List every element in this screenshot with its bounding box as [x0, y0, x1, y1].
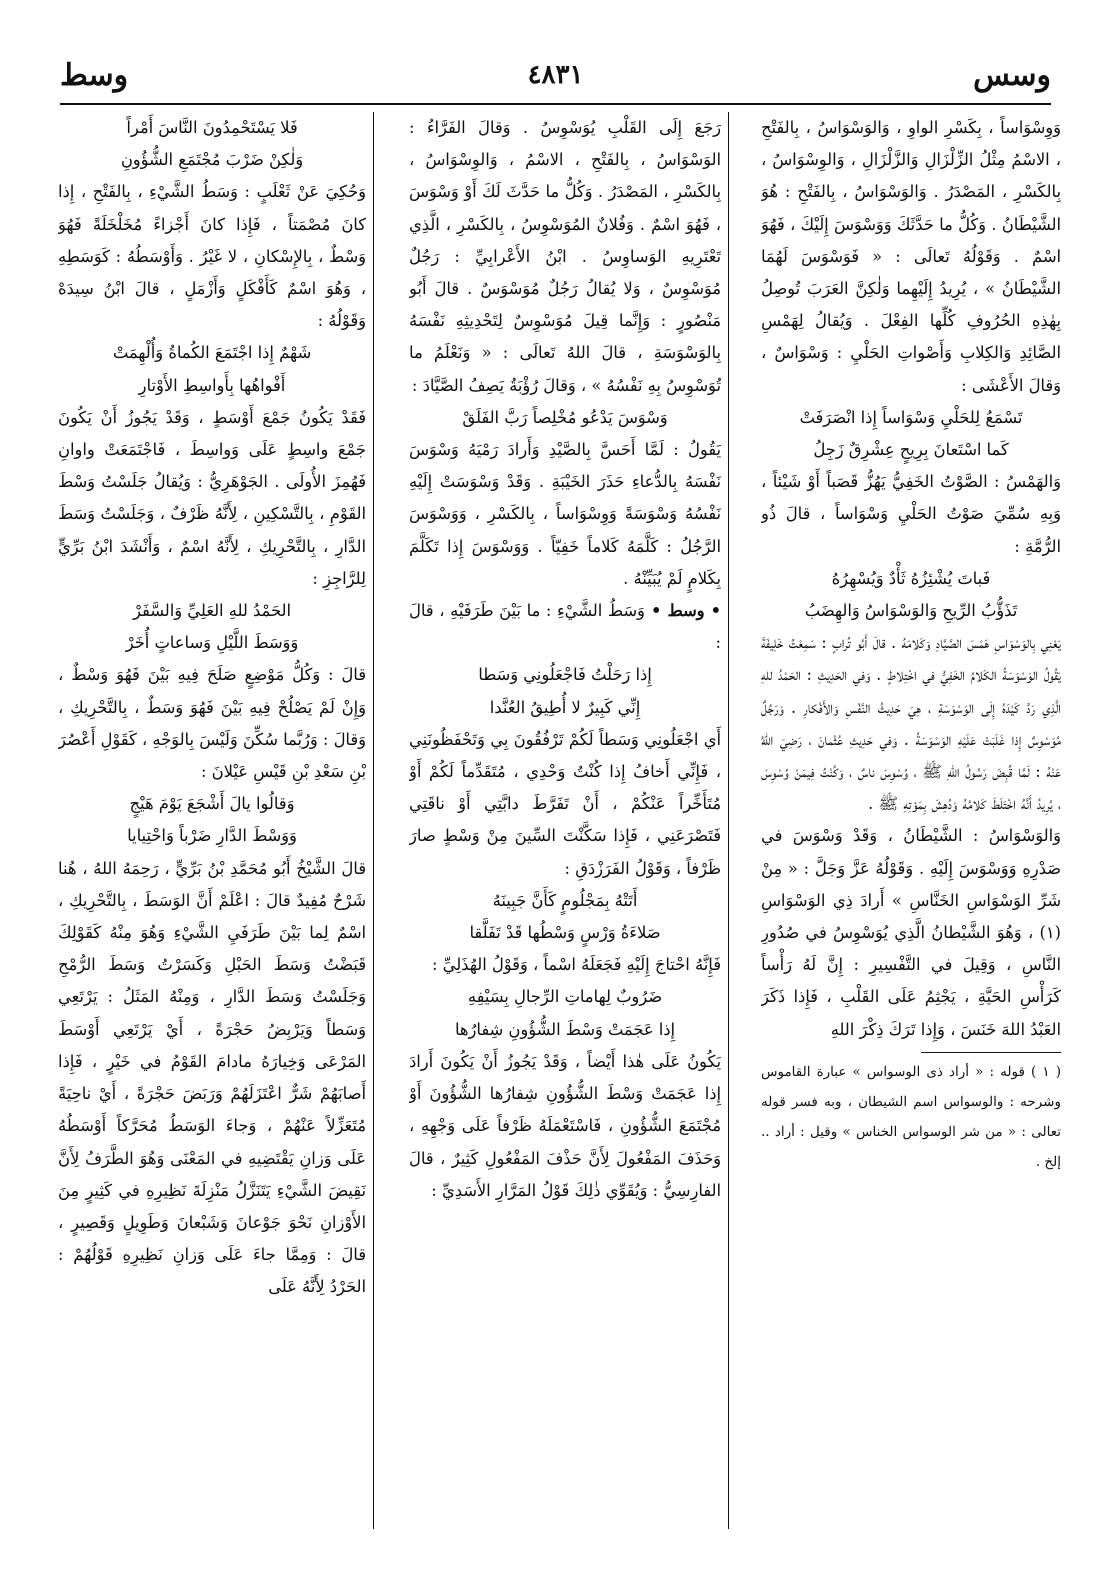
page-header: [60, 58, 1051, 100]
paragraph: أَي اجْعَلُونِي وَسَطاً لَكُمْ تَرْفُقُونَ بِي وَتَحْفَظُونَنِي ، فَإِنِّي أَخافُ إِذا كُنْتُ وَحْدِي ، مُتَقَدِّماً لَكُمْ أَوْ مُتَأَخِّراً عَنْكُمْ ، أَنْ تَفَرَّطَ دابَّتِي أَوْ ناقَتِي فَتَصْرَعَنِي ، فَإِذا سَكَّنْتَ السِّينَ مِنْ وَسْطٍ صارَ ظَرْفاً ، وَقَوْلُ الفَرَزْدَقِ :: [409, 729, 721, 878]
column-divider-left: [373, 112, 374, 1529]
paragraph: فَقَدْ يَكُونُ جَمْعَ أَوْسَطٍ ، وَقَدْ يَجُوزُ أَنْ يَكُونَ جَمْعَ واسِطٍ عَلَى وَواسِطَ ، فَاجْتَمَعَتْ واوانِ فَهُمِزَ الأُولَى . الجَوْهَرِيُّ : وَيُقالُ جَلَسْتُ وَسْطَ القَوْمِ ، بِالتَّسْكِينِ ، لِأَنَّهُ ظَرْفٌ ، وَجَلَسْتُ وَسَطَ الدَّارِ ، بِالتَّحْرِيكِ ، لِأَنَّهُ اسْمٌ ، وَأَنْشَدَ ابْنُ بَرِّيٍّ لِلرَّاجِزِ :: [58, 407, 366, 588]
verse-line: وَوَسَطَ اللَّيْلِ وَساعاتٍ أُخَرْ: [125, 633, 299, 653]
column-left: [58, 112, 366, 1549]
entry-heading: [409, 595, 721, 659]
verse-line: صَلاءَةُ وَرْسٍ وَسْطُها قَدْ تَفَلَّقا: [469, 923, 661, 943]
footnote: ( ١ ) قوله : « أراد ذى الوسواس » عبارة القاموس وشرحه : والوسواس اسم الشيطان ، وبه فسر قوله تعالى : « من شر الوسواس الخناس » وقيل : أراد .. إلخ .: [761, 1063, 1061, 1170]
paragraph: وَحُكِيَ عَنْ ثَعْلَبٍ : وَسَطُ الشَّيْءِ ، بِالفَتْحِ ، إِذا كانَ مُصْمَتاً ، فَإِذا كانَ أَجْزاءً مُخَلْخَلَةً فَهُوَ وَسْطٌ ، بِالإِسْكانِ ، لا غَيْرُ . وَأَوْسَطُهُ : كَوَسَطِهِ ، وَهُوَ اسْمٌ كَأَفْكَلٍ وَأَزْمَلٍ ، قالَ ابْنُ سِيدَهْ وَقَوْلُهُ :: [58, 182, 366, 331]
column-divider-right: [728, 112, 729, 1529]
paragraph: يَعْنِي بِالوَسْوَاسِ هَمْسَ الصَّيَّادِ وَكَلامَهُ . قالَ أَبُو تُرابٍ : سَمِعْتُ خَلِيفَةَ يَقُولُ الوَسْوَسَةُ الكَلامُ الخَفِيُّ في اخْتِلاطٍ . وَفي الحَدِيثِ : الحَمْدُ للهِ الَّذِي رَدَّ كَيْدَهُ إِلَى الوَسْوَسَةِ ، هِيَ حَدِيثُ النَّفْسِ وَالأَفْكارِ . وَرَجُلٌ مُوَسْوِسٌ إِذا غَلَبَتْ عَلَيْهِ الوَسْوَسَةُ . وَفي حَدِيثِ عُثْمانَ ، رَضِيَ اللهُ عَنْهُ : لَمَّا قُبِضَ رَسُولُ اللهِ ﷺ ، وُسْوِسَ ناسٌ ، وَكُنْتُ فِيمَنْ وُسْوِسَ ، يُرِيدُ أَنَّهُ اخْتَلَطَ كَلامُهُ وَدُهِشَ بِمَوْتِهِ ﷺ .: [761, 633, 1061, 814]
paragraph: قالَ : وَكُلُّ مَوْضِعٍ صَلَحَ فِيهِ بَيْنَ فَهُوَ وَسْطٌ ، وَإِنْ لَمْ يَصْلُحْ فِيهِ بَيْنَ فَهُوَ وَسَطٌ ، بِالتَّحْرِيكِ ، وَقالَ : وَرُبَّما سُكِّنَ وَلَيْسَ بِالوَجْهِ ، كَقَوْلِ أَعْصُرَ بْنِ سَعْدِ بْنِ قَيْسِ عَيْلانَ :: [58, 665, 366, 782]
paragraph: وَالهَمْسُ : الصَّوْتُ الخَفِيُّ يَهُزُّ قَصَباً أَوْ شَيْئاً ، وَبِهِ سُمِّيَ صَوْتُ الحَلْيِ وَسْوَاساً ، قالَ ذُو الرُّمَّةِ :: [761, 472, 1061, 556]
verse-line: الحَمْدُ للهِ العَلِيِّ وَالسَّفَرْ: [133, 601, 291, 621]
headword-left: وسط: [60, 58, 129, 93]
paragraph: وَوِسْوَاساً ، بِكَسْرِ الواوِ ، وَالوَسْوَاسُ ، بِالفَتْحِ ، الاسْمُ مِثْلُ الزِّلْزَالِ وَالزَّلْزَالِ ، وَالوِسْوَاسُ ، بِالكَسْرِ ، المَصْدَرُ . وَالوَسْوَاسُ ، بِالفَتْحِ : هُوَ الشَّيْطَانُ . وَكُلُّ ما حَدَّثَكَ وَوَسْوَسَ إِلَيْكَ ، فَهُوَ اسْمٌ . وَقَوْلُهُ تَعالَى : « فَوَسْوَسَ لَهُمَا الشَّيْطَانُ » ، يُرِيدُ إِلَيْهِما وَلٰكِنَّ العَرَبَ تُوصِلُ بِهٰذِهِ الحُرُوفِ كُلِّها الفِعْلَ . وَيُقالُ لِهَمْسِ الصَّائِدِ وَالكِلابِ وَأَصْواتِ الحَلْيِ : وَسْوَاسٌ ، وَقالَ الأَعْشَى :: [761, 118, 1061, 395]
paragraph: قالَ الشَّيْخُ أَبُو مُحَمَّدِ بْنُ بَرِّيٍّ ، رَحِمَهُ اللهُ ، هُنا شَرْحٌ مُفِيدٌ قالَ : اعْلَمْ أَنَّ الوَسَطَ ، بِالتَّحْرِيكِ ، اسْمٌ لِما بَيْنَ طَرَفَيِ الشَّيْءِ وَهُوَ مِنْهُ كَقَوْلِكَ قَبَضْتُ وَسَطَ الحَبْلِ وَكَسَرْتُ وَسَطَ الرُّمْحِ وَجَلَسْتُ وَسَطَ الدَّارِ ، وَمِنْهُ المَثَلُ : يَرْتَعِي وَسَطاً وَيَرْبِضُ حَجْرَةً ، أَيْ يَرْتَعِي أَوْسَطَ المَرْعَى وَخِيارَهُ مادامَ القَوْمُ في خَيْرٍ ، فَإِذا أَصابَهُمْ شَرٌّ اعْتَزَلَهُمْ وَرَبَضَ حَجْرَةً ، أَيْ ناحِيَةً مُتَعَزِّلاً عَنْهُمْ ، وَجاءَ الوَسَطُ مُحَرَّكاً أَوْسَطُهُ عَلَى وَزانِ يَقْتَضِيهِ في المَعْنَى وَهُوَ الطَّرَفُ لِأَنَّ نَقِيضَ الشَّيْءِ يَتَنَزَّلُ مَنْزِلَةَ نَظِيرِهِ في كَثِيرٍ مِنَ الأَوْزانِ نَحْوَ جَوْعانَ وَشَبْعانَ وَطَوِيلٍ وَقَصِيرٍ ، قالَ : وَمِمَّا جاءَ عَلَى وَزانِ نَظِيرِهِ قَوْلُهُمْ : الحَرْدُ لِأَنَّهُ عَلَى: [58, 858, 366, 1297]
paragraph: وَالوَسْوَاسُ : الشَّيْطَانُ ، وَقَدْ وَسْوَسَ في صَدْرِهِ وَوَسْوَسَ إِلَيْهِ . وَقَوْلُهُ عَزَّ وَجَلَّ : « مِنْ شَرِّ الوَسْوَاسِ الخَنَّاسِ » أَرادَ ذِي الوَسْوَاسِ (١) ، وَهُوَ الشَّيْطانُ الَّذِي يُوَسْوِسُ في صُدُورِ النَّاسِ ، وَقِيلَ في التَّفْسِيرِ : إِنَّ لَهُ رَأْساً كَرَأْسِ الحَيَّةِ ، يَجْثِمُ عَلَى القَلْبِ ، فَإِذا ذَكَرَ العَبْدُ اللهَ خَنَسَ ، وَإِذا تَرَكَ ذِكْرَ اللهِ: [761, 826, 1061, 1039]
column-right: [761, 112, 1061, 1549]
verse-line: أَفْواهُها بِأَواسِطِ الأَوْتارِ: [138, 375, 286, 395]
headword-right: وسس: [973, 58, 1051, 93]
verse-line: إِذا رَحَلْتُ فَاجْعَلُونِي وَسَطا: [478, 665, 652, 685]
verse-line: وَلٰكِنْ ضَرْبَ مُجْتَمَعِ الشُّؤُونِ: [120, 150, 304, 170]
header-rule: [60, 103, 1051, 105]
paragraph: فَإِنَّهُ احْتاجَ إِلَيْهِ فَجَعَلَهُ اسْماً ، وَقَوْلُ الهُذَلِيِّ :: [431, 955, 721, 975]
verse-line: تَسْمَعُ لِلحَلْيِ وَسْوَاساً إِذا انْصَرَفَتْ: [799, 407, 1023, 427]
footnote-rule: [921, 1052, 1061, 1053]
verse-line: وَسْوَسَ يَدْعُو مُخْلِصاً رَبَّ الفَلَقْ: [462, 407, 668, 427]
verse-line: إِنِّي كَبِيرٌ لا أُطِيقُ العُنَّدا: [489, 697, 641, 717]
column-middle: [409, 112, 721, 1549]
verse-line: وَقالُوا يالَ أَشْجَعَ يَوْمَ هَيْجٍ: [129, 794, 295, 814]
verse-line: تَذَؤُّبُ الرِّيحِ وَالوَسْوَاسُ وَالهِضَبُ: [804, 601, 1018, 621]
verse-line: كَما اسْتَعانَ بِرِيحٍ عِشْرِقٌ زَجِلُ: [813, 440, 1009, 460]
verse-line: وَوَسْطَ الدَّارِ ضَرْباً وَاحْتِيايا: [127, 826, 297, 846]
verse-line: ضَرُوبٌ لِهاماتِ الرِّجالِ بِسَيْفِهِ: [467, 987, 663, 1007]
entry-word: • وسط •: [650, 601, 721, 621]
paragraph: يَكُونُ عَلَى هٰذا أَيْضاً ، وَقَدْ يَجُوزُ أَنْ يَكُونَ أَرادَ إِذا عَجَمَتْ وَسْطَ الشُّؤُونِ شِفارُها الشُّؤُونَ أَوْ مُجْتَمَعَ الشُّؤُونِ ، فَاسْتَعْمَلَهُ ظَرْفاً عَلَى وَجْهِهِ ، وَحَذَفَ المَفْعُولَ لِأَنَّ حَذْفَ المَفْعُولِ كَثِيرٌ ، قالَ الفارِسِيُّ : وَيُقَوِّي ذٰلِكَ قَوْلُ المَرَّارِ الأَسَدِيِّ :: [409, 1051, 721, 1200]
verse-line: إِذا عَجَمَتْ وَسْطَ الشُّؤُونِ شِفارُها: [454, 1019, 676, 1039]
verse-line: شَهْمٌ إِذا اجْتَمَعَ الكُماةُ وَأُلْهِمَتْ: [112, 343, 312, 363]
verse-line: فَباتَ يُشْئِزُهُ ثَأْدٌ وَيُسْهِرُهُ: [831, 568, 991, 588]
verse-line: فَلا يَسْتَحْمِدُونَ النَّاسَ أَمْراً: [126, 118, 298, 137]
page-number: ٤٨٣١: [527, 60, 584, 90]
verse-line: أَتَتْهُ بِمَجْلُومٍ كَأَنَّ جَبِينَهُ: [492, 890, 638, 910]
paragraph: يَقُولُ : لَمَّا أَحَسَّ بِالصَّيْدِ وَأَرادَ رَمْيَهُ وَسْوَسَ نَفْسَهُ بِالدُّعاءِ حَذَرَ الخَيْبَةِ . وَقَدْ وَسْوَسَتْ إِلَيْهِ نَفْسُهُ وَسْوَسَةً وَوِسْوَاساً ، بِالكَسْرِ ، وَوَسْوَسَ الرَّجُلُ : كَلَّمَهُ كَلاماً خَفِيّاً . وَوَسْوَسَ إِذا تَكَلَّمَ بِكَلامٍ لَمْ يُبَيِّنْهُ .: [409, 440, 721, 588]
paragraph: رَجَعَ إِلَى القَلْبِ يُوَسْوِسُ . وَقالَ الفَرَّاءُ : الوَسْوَاسُ ، بِالفَتْحِ ، الاسْمُ ، وَالوِسْوَاسُ ، بِالكَسْرِ ، المَصْدَرُ . وَكُلُّ ما حَدَّثَ لَكَ أَوْ وَسْوَسَ ، فَهُوَ اسْمٌ . وَفُلانٌ المُوَسْوِسُ ، بِالكَسْرِ ، الَّذِي تَعْتَرِيهِ الوَساوِسُ . ابْنُ الأَعْرابِيِّ : رَجُلٌ مُوَسْوِسٌ ، وَلا يُقالُ رَجُلٌ مُوَسْوَسٌ . قالَ أَبُو مَنْصُورٍ : وَإِنَّما قِيلَ مُوَسْوِسٌ لِتَحْدِيثِهِ نَفْسَهُ بِالوَسْوَسَةِ ، قالَ اللهُ تَعالَى : « وَنَعْلَمُ ما تُوَسْوِسُ بِهِ نَفْسُهُ » ، وَقالَ رُؤْبَةُ يَصِفُ الصَّيَّادَ :: [409, 118, 721, 395]
paragraph: وَسَطُ الشَّيْءِ : ما بَيْنَ طَرَفَيْهِ ، قالَ :: [409, 601, 721, 653]
